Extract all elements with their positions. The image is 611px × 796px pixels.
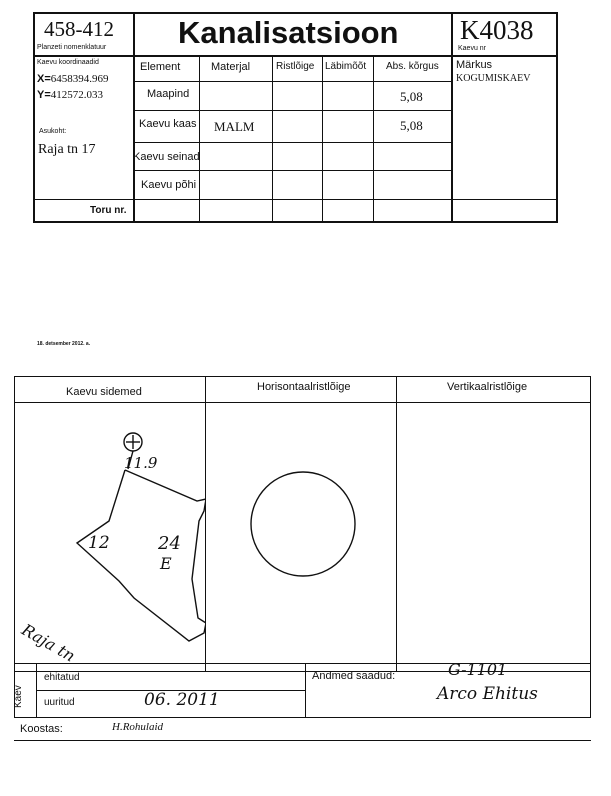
data-from-company: Arco Ehitus	[437, 684, 538, 704]
compiled-label: Koostas:	[20, 723, 63, 735]
row-element: Maapind	[147, 88, 190, 100]
panel-title-vertical: Vertikaalristlõige	[447, 381, 528, 393]
coordinates-label: Kaevu koordinaadid	[37, 59, 99, 66]
built-label: ehitatud	[44, 672, 80, 683]
row-material: MALM	[214, 119, 255, 134]
nomenclature-label: Planzeti nomenklatuur	[37, 44, 107, 51]
data-from-code: G-1101	[448, 660, 508, 679]
sketch-label-right: 24	[158, 533, 181, 554]
y-value: 412572.033	[50, 89, 104, 101]
footer-side-label: Kaev	[13, 685, 24, 708]
sketch-label-top: 11.9	[124, 454, 158, 472]
sketch-label-letter: E	[160, 554, 172, 573]
remarks-value: KOGUMISKAEV	[456, 73, 531, 84]
x-label: X=	[37, 73, 51, 85]
well-number-label: Kaevu nr	[458, 45, 487, 52]
y-label: Y=	[37, 89, 51, 101]
row-element: Kaevu seinad	[133, 151, 200, 163]
well-number: K4038	[460, 15, 534, 45]
sketch-label-left: 12	[88, 533, 110, 553]
pipe-number-label: Toru nr.	[90, 205, 127, 216]
row-element: Kaevu kaas	[139, 118, 197, 130]
location-label: Asukoht:	[39, 128, 67, 135]
nomenclature-number: 458-412	[44, 17, 114, 41]
y-coordinate	[37, 89, 103, 101]
x-value: 6458394.969	[50, 73, 109, 85]
building-outline	[77, 470, 205, 641]
sketch-street-label: Raja tn	[18, 620, 79, 666]
horizontal-section-drawing	[205, 403, 396, 671]
col-header-material: Materjal	[211, 61, 251, 73]
row-elevation: 5,08	[400, 118, 423, 133]
col-header-elevation: Abs. kõrgus	[386, 61, 439, 72]
row-elevation: 5,08	[400, 89, 423, 104]
col-header-element: Element	[140, 61, 181, 73]
col-header-diameter: Läbimõõt	[325, 61, 367, 72]
compiled-value: H.Rohulaid	[112, 721, 164, 733]
panel-title-connections: Kaevu sidemed	[66, 386, 142, 398]
surveyed-label: uuritud	[44, 697, 75, 708]
x-coordinate	[37, 73, 109, 85]
well-circle	[251, 472, 355, 576]
page-title: Kanalisatsioon	[178, 15, 399, 50]
row-element: Kaevu põhi	[141, 179, 197, 191]
document-date: 18. detsember 2012. a.	[37, 341, 91, 347]
panel-title-horizontal: Horisontaalristlõige	[257, 381, 351, 393]
data-from-label: Andmed saadud:	[312, 670, 396, 682]
location-value: Raja tn 17	[38, 142, 96, 157]
surveyed-value: 06. 2011	[144, 690, 220, 710]
remarks-label: Märkus	[456, 59, 493, 71]
col-header-cross: Ristlõige	[276, 61, 315, 72]
